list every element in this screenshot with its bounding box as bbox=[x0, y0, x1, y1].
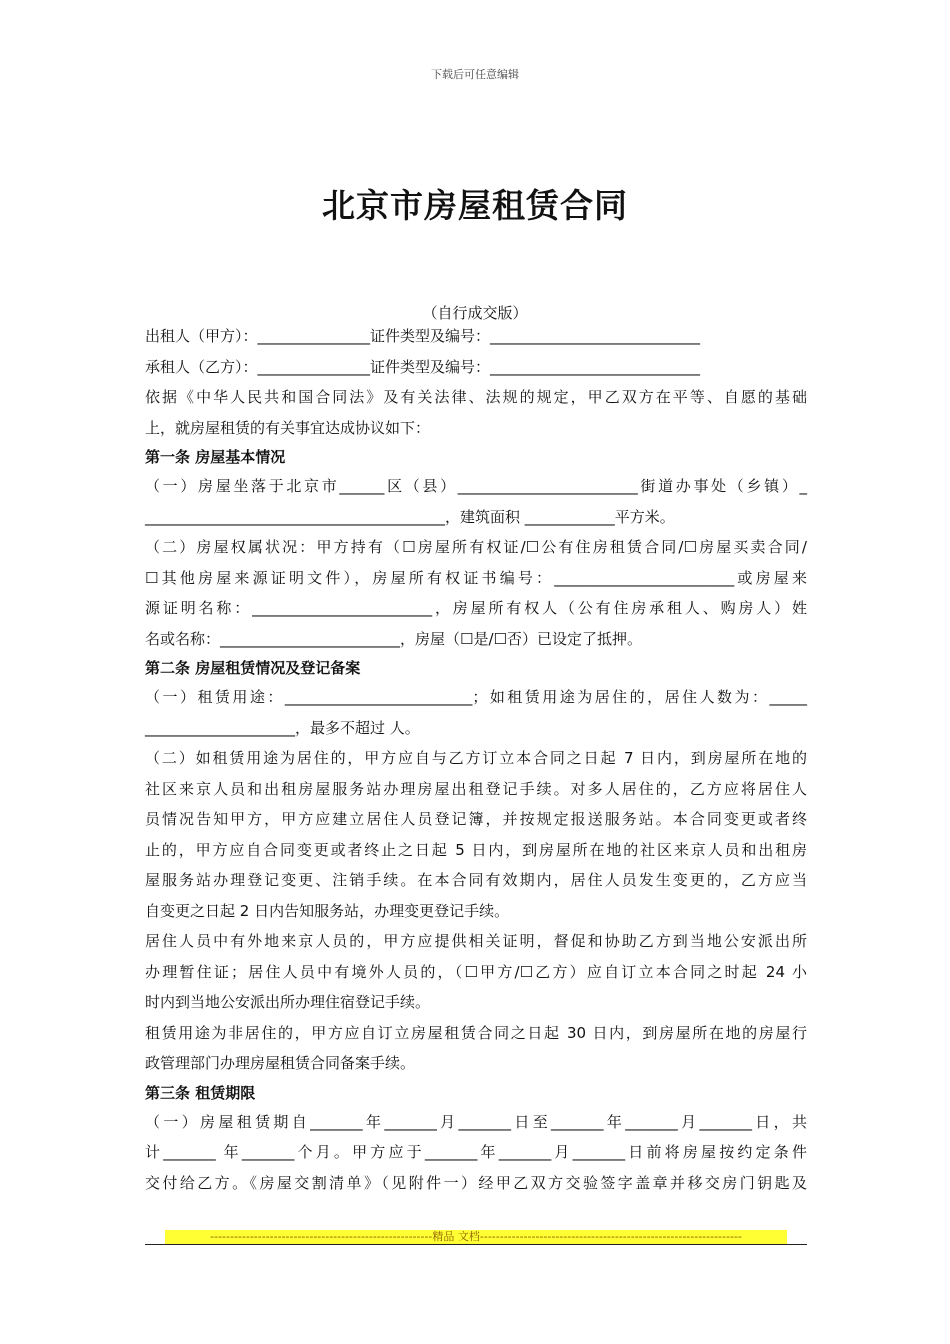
text-line: （二）房屋权属状况：甲方持有（☐房屋所有权证/☐公有住房租赁合同/☐房屋买卖合同/ bbox=[145, 538, 807, 556]
text-line: 租赁用途为非居住的，甲方应自订立房屋租赁合同之日起 30 日内，到房屋所在地的房屋行 bbox=[145, 1023, 807, 1042]
text-line: 名或名称：________________________，房屋（☐是/☐否）已设定了抵押。 bbox=[145, 629, 642, 648]
text-line: 时内到当地公安派出所办理住宿登记手续。 bbox=[145, 993, 431, 1011]
text-line: 交付给乙方。《房屋交割清单》（见附件一）经甲乙双方交验签字盖章并移交房门钥匙及 bbox=[145, 1173, 807, 1192]
text-line: 员情况告知甲方，甲方应建立居住人员登记簿，并按规定报送服务站。本合同变更或者终 bbox=[145, 810, 807, 828]
footer-band: --------------------------------------------------------精品 文档------------------------------------------------------------------ bbox=[165, 1230, 787, 1244]
section-heading: 第二条 房屋租赁情况及登记备案 bbox=[145, 659, 361, 677]
contract-body bbox=[145, 321, 807, 1198]
text-line: （二）如租赁用途为居住的，甲方应自与乙方订立本合同之日起 7 日内，到房屋所在地的 bbox=[145, 749, 807, 767]
text-line: ☐其他房屋来源证明文件），房屋所有权证书编号：________________________或房屋来 bbox=[145, 568, 807, 587]
header-note: 下载后可任意编辑 bbox=[431, 68, 519, 81]
section-heading: 第三条 租赁期限 bbox=[145, 1083, 256, 1102]
footer-rule bbox=[145, 1244, 807, 1245]
text-line: （一）房屋坐落于北京市______区（县）________________________街道办事处（乡镇）_ bbox=[145, 477, 807, 495]
text-line: 居住人员中有外地来京人员的，甲方应提供相关证明，督促和协助乙方到当地公安派出所 bbox=[145, 932, 807, 950]
text-line: ________________________________________，建筑面积 ____________平方米。 bbox=[145, 507, 675, 526]
text-line: （一）房屋租赁期自_______年_______月_______日至_______年_______月_______日，共 bbox=[145, 1112, 807, 1131]
section-heading: 第一条 房屋基本情况 bbox=[145, 448, 286, 466]
text-line: 止的，甲方应自合同变更或者终止之日起 5 日内，到房屋所在地的社区来京人员和出租房 bbox=[145, 840, 807, 859]
text-line: 办理暂住证；居住人员中有境外人员的，（☐甲方/☐乙方）应自订立本合同之时起 24 小 bbox=[145, 962, 807, 981]
text-line: 社区来京人员和出租房屋服务站办理房屋出租登记手续。对多人居住的，乙方应将居住人 bbox=[145, 779, 807, 798]
text-line: 屋服务站办理登记变更、注销手续。在本合同有效期内，居住人员发生变更的，乙方应当 bbox=[145, 871, 807, 889]
text-line: 政管理部门办理房屋租赁合同备案手续。 bbox=[145, 1054, 416, 1072]
text-line: ____________________，最多不超过 人。 bbox=[145, 718, 420, 737]
text-line: （一）租赁用途：_________________________；如租赁用途为居住的，居住人数为：_____ bbox=[145, 688, 807, 706]
text-line: 计_______ 年_______个月。甲方应于_______年_______月_______日前将房屋按约定条件 bbox=[145, 1143, 807, 1161]
text-line: 出租人（甲方）：_______________证件类型及编号：____________________________ bbox=[145, 327, 701, 345]
text-line: 依据《中华人民共和国合同法》及有关法律、法规的规定，甲乙双方在平等、自愿的基础 bbox=[145, 388, 807, 406]
document-subtitle: （自行成交版） bbox=[422, 304, 528, 322]
text-line: 自变更之日起 2 日内告知服务站，办理变更登记手续。 bbox=[145, 901, 510, 920]
document-title: 北京市房屋租赁合同 bbox=[322, 186, 628, 225]
text-line: 上，就房屋租赁的有关事宜达成协议如下： bbox=[145, 418, 431, 437]
text-line: 源证明名称：________________________，房屋所有权人（公有住房承租人、购房人）姓 bbox=[145, 599, 807, 617]
text-line: 承租人（乙方）：_______________证件类型及编号：____________________________ bbox=[145, 357, 701, 376]
